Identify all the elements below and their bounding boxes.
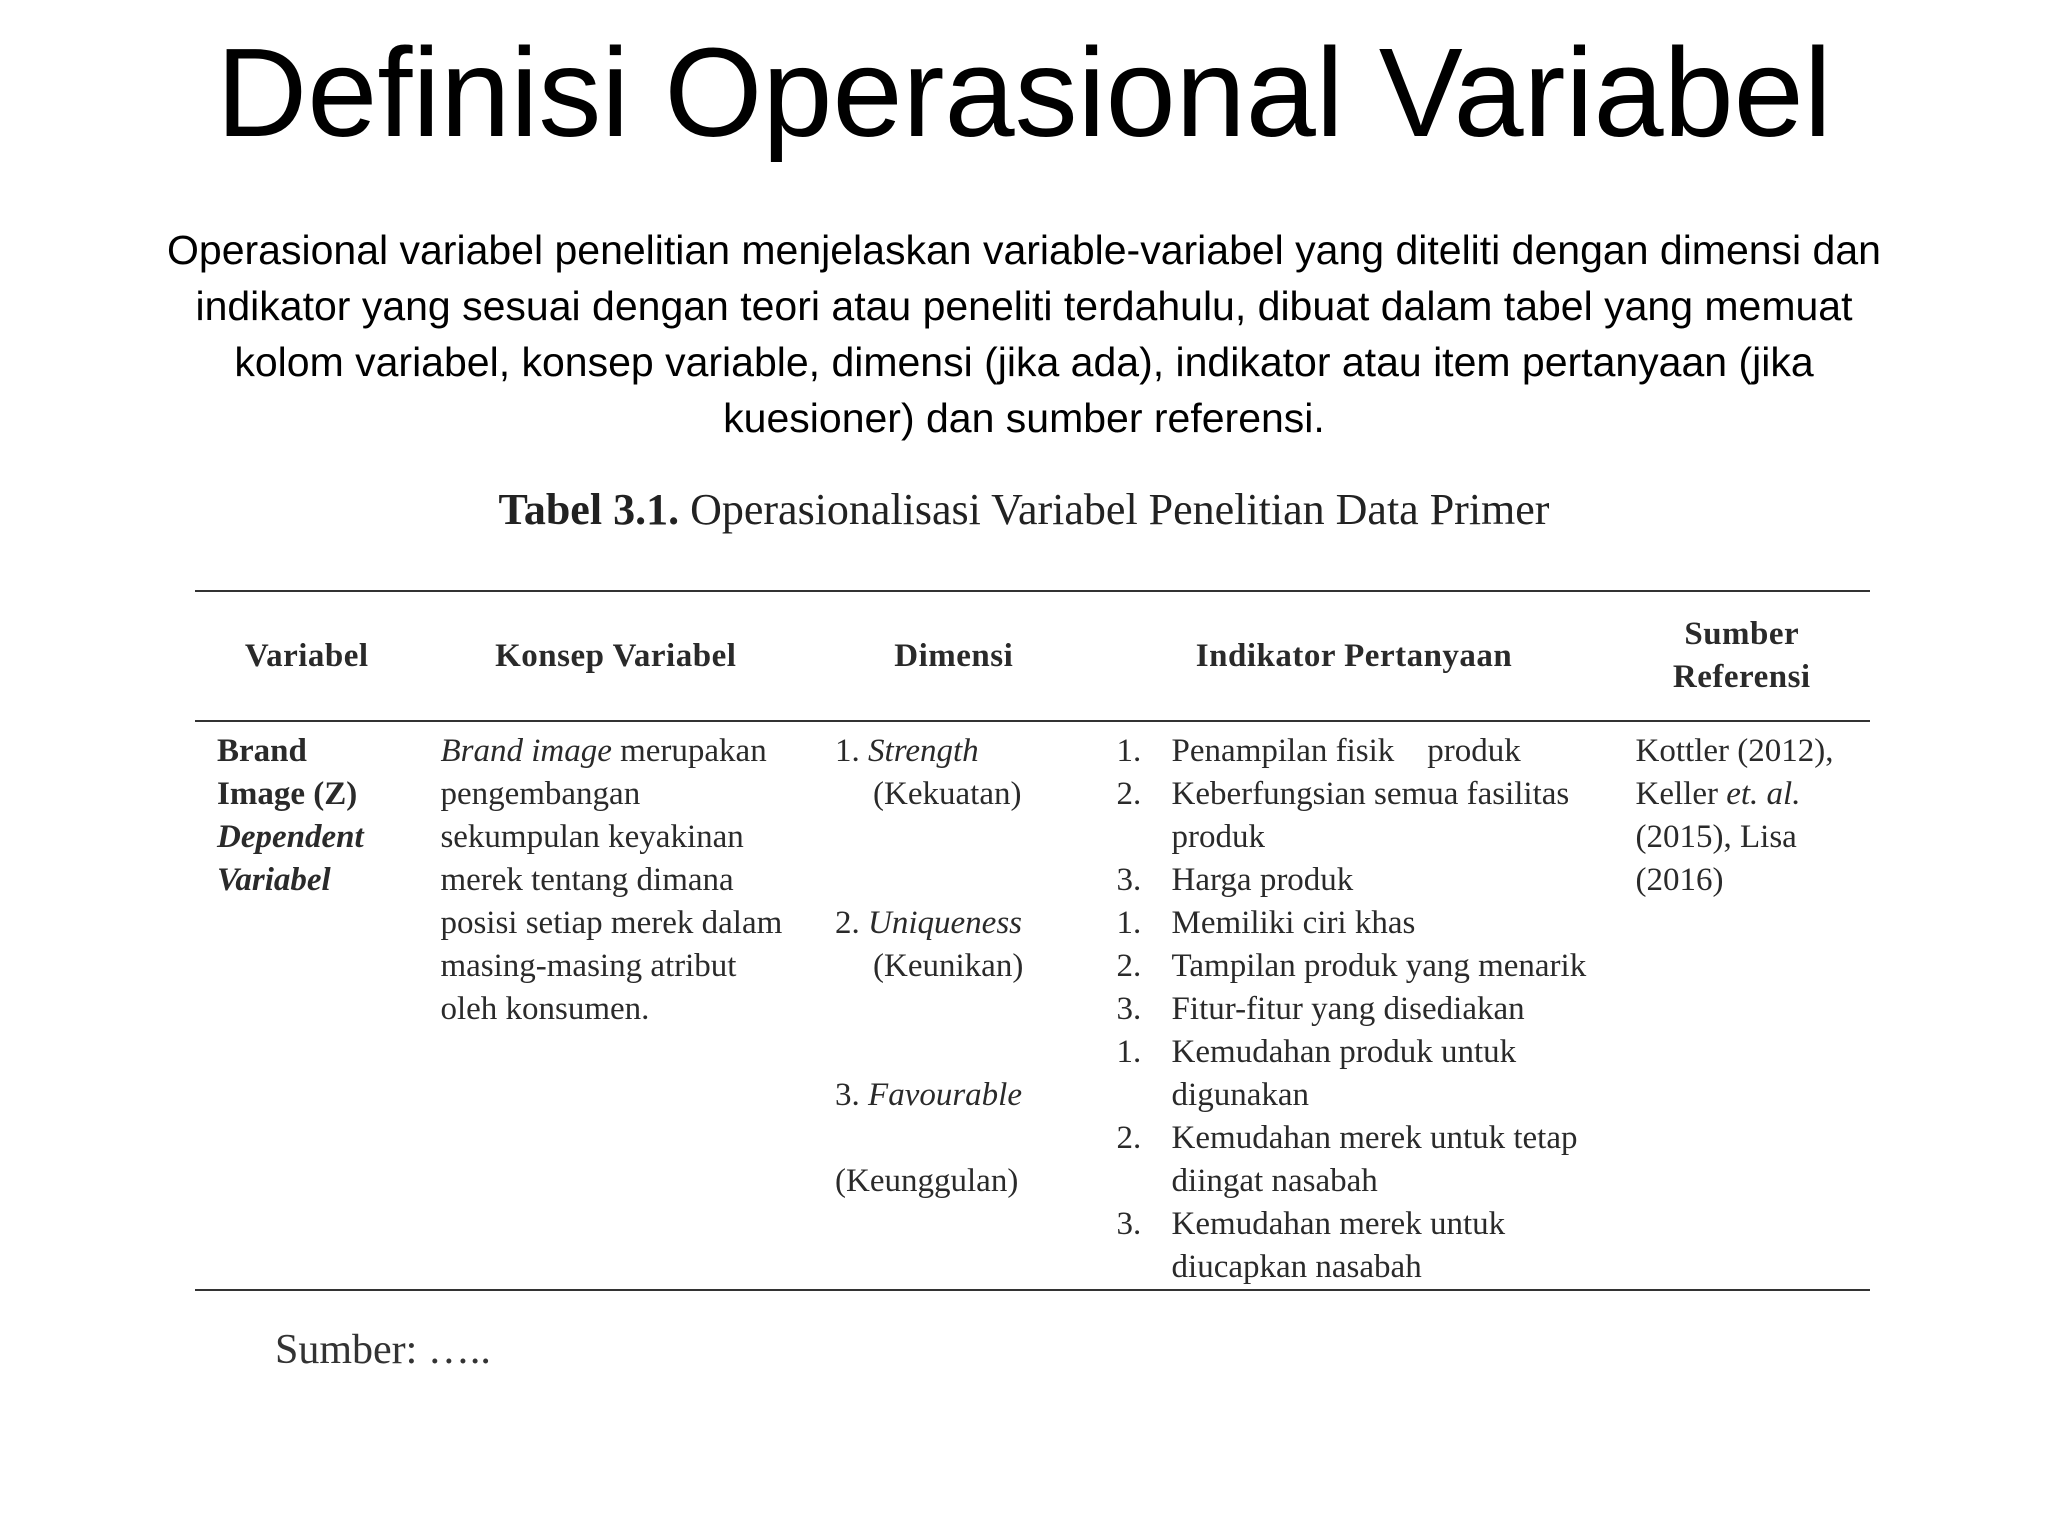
header-sumber-line1: Sumber <box>1684 616 1800 652</box>
list-item <box>1117 988 1598 1031</box>
header-variabel: Variabel <box>195 591 418 721</box>
slide-title: Definisi Operasional Variabel <box>216 22 1832 163</box>
indicator-list-uniqueness <box>1117 902 1598 1031</box>
operational-variable-table <box>195 590 1870 1291</box>
dimension-name: Uniqueness <box>868 905 1023 941</box>
indicator-text: Fitur-fitur yang disediakan <box>1171 991 1525 1027</box>
indicator-number: 3. <box>1116 862 1142 898</box>
header-sumber-referensi <box>1614 591 1870 721</box>
dimension-name: Favourable <box>868 1077 1022 1113</box>
table-row <box>195 721 1870 1290</box>
dimension-number: 2. <box>835 905 860 941</box>
indicator-number: 2. <box>1116 948 1142 984</box>
sumber-text-2: (2015), Lisa (2016) <box>1635 819 1797 898</box>
indicator-text: Penampilan fisik produk <box>1171 733 1521 769</box>
header-konsep-variabel: Konsep Variabel <box>418 591 813 721</box>
list-item <box>1117 730 1598 773</box>
indicator-number: 3. <box>1116 1206 1142 1242</box>
dimension-3 <box>835 1074 1079 1203</box>
indicator-text: Tampilan produk yang menarik <box>1171 948 1587 984</box>
sumber-text-1: Kottler (2012), Keller <box>1635 733 1834 812</box>
konsep-text: merupakan pengembangan sekumpulan keyakinan merek tentang dimana posisi setiap merek dalam masing-masing atribut oleh konsumen. <box>440 733 783 1027</box>
variable-name: Brand Image (Z) <box>217 733 358 812</box>
indicator-number: 2. <box>1116 1120 1142 1156</box>
indicator-list-favourable <box>1117 1031 1598 1289</box>
list-item <box>1117 902 1598 945</box>
indicator-number: 1. <box>1116 1034 1142 1070</box>
cell-sumber <box>1614 721 1870 1290</box>
dimension-translation: (Kekuatan) <box>873 776 1022 812</box>
dimension-1 <box>835 730 1079 902</box>
table-header-row <box>195 591 1870 721</box>
variable-type: Dependent Variabel <box>217 819 364 898</box>
list-item <box>1117 1031 1598 1117</box>
cell-dimensi <box>813 721 1095 1290</box>
list-item <box>1117 1117 1598 1203</box>
indicator-text: Memiliki ciri khas <box>1171 905 1416 941</box>
source-note: Sumber: ….. <box>275 1327 491 1373</box>
header-dimensi: Dimensi <box>813 591 1095 721</box>
indicator-number: 3. <box>1116 991 1142 1027</box>
indicator-text: Kemudahan merek untuk tetap diingat nasabah <box>1171 1120 1578 1199</box>
list-item <box>1117 1203 1598 1289</box>
indicator-text: Kemudahan merek untuk diucapkan nasabah <box>1171 1206 1506 1285</box>
indicator-text: Kemudahan produk untuk digunakan <box>1171 1034 1517 1113</box>
dimension-translation: (Keunggulan) <box>835 1163 1019 1199</box>
konsep-italic-term: Brand image <box>440 733 612 769</box>
cell-indikator <box>1095 721 1614 1290</box>
dimension-translation: (Keunikan) <box>873 948 1024 984</box>
dimension-number: 1. <box>835 733 860 769</box>
dimension-name: Strength <box>868 733 979 769</box>
slide-paragraph: Operasional variabel penelitian menjelaskan variable-variabel yang diteliti dengan dimensi dan indikator yang sesuai dengan teori atau peneliti terdahulu, dibuat dalam tabel yang memuat kolom variabel, konsep variable, dimensi (jika ada), indikator atau item pertanyaan (jika kuesioner) dan sumber referensi. <box>167 227 1881 441</box>
table-caption <box>0 480 2048 540</box>
indicator-number: 1. <box>1116 733 1142 769</box>
list-item <box>1117 859 1598 902</box>
table-caption-text: Operasionalisasi Variabel Penelitian Data Primer <box>679 485 1550 534</box>
table-caption-label: Tabel 3.1. <box>498 485 680 534</box>
header-indikator-pertanyaan: Indikator Pertanyaan <box>1095 591 1614 721</box>
indicator-text: Harga produk <box>1171 862 1354 898</box>
sumber-etal: et. al. <box>1726 776 1801 812</box>
cell-variabel <box>195 721 418 1290</box>
indicator-list-strength <box>1117 730 1598 902</box>
indicator-number: 1. <box>1116 905 1142 941</box>
indicator-text: Keberfungsian semua fasilitas produk <box>1171 776 1570 855</box>
indicator-number: 2. <box>1116 776 1142 812</box>
dimension-number: 3. <box>835 1077 860 1113</box>
list-item <box>1117 945 1598 988</box>
header-sumber-line2: Referensi <box>1672 659 1811 695</box>
dimension-2 <box>835 902 1079 1074</box>
cell-konsep <box>418 721 813 1290</box>
list-item <box>1117 773 1598 859</box>
